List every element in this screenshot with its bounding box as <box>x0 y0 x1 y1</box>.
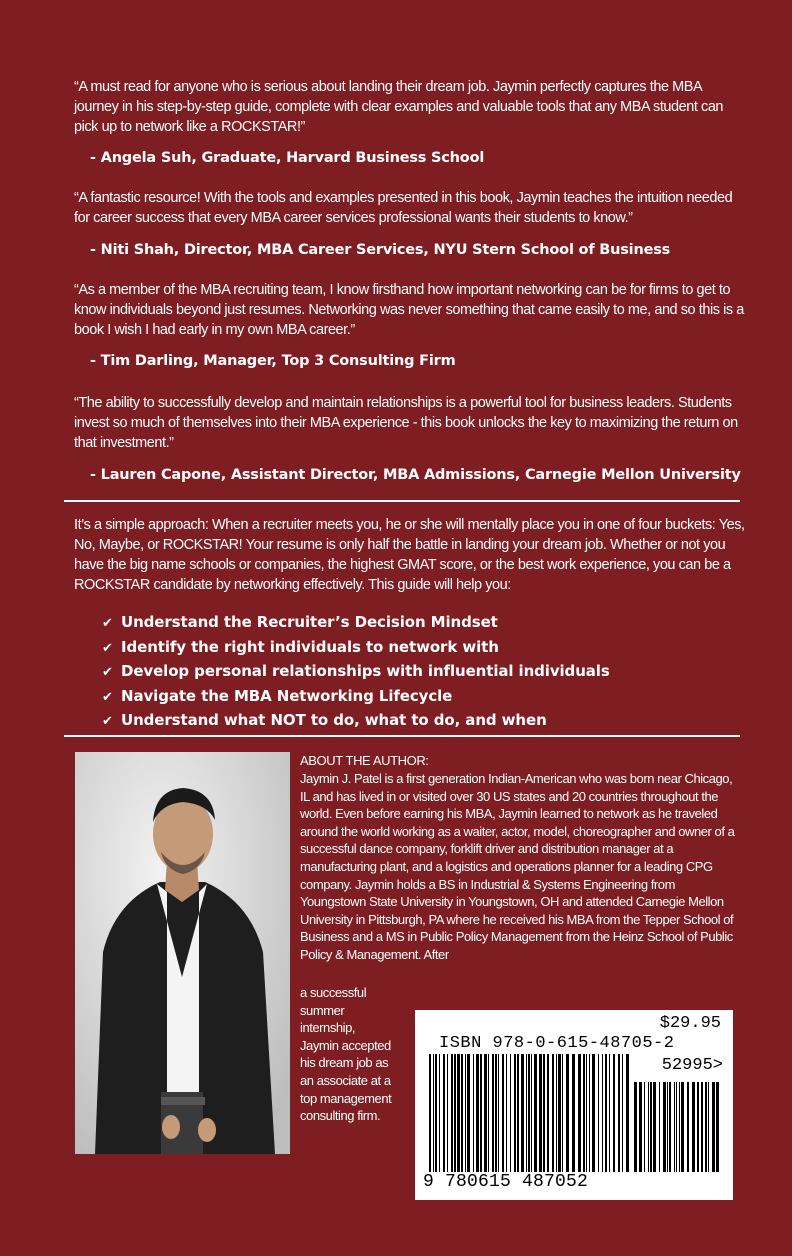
barcode-bar <box>701 1082 703 1172</box>
barcode-bar <box>583 1054 585 1172</box>
testimonial-quote: “A must read for anyone who is serious about landing their dream job. Jaymin perfectly captures the MBA journey in his step-by-step guide, complete with clear examples and valuable tools that any MBA student can pick up to network like a ROCKSTAR!” <box>74 79 724 135</box>
ean-barcode-icon <box>429 1054 629 1172</box>
barcode-bar <box>510 1054 511 1172</box>
barcode-bar <box>467 1054 470 1172</box>
barcode-bar <box>498 1054 499 1172</box>
barcode-bar <box>653 1082 656 1172</box>
barcode-bar <box>626 1054 629 1172</box>
price-label: $29.95 <box>659 1014 721 1033</box>
barcode-bar <box>439 1054 440 1172</box>
barcode-bar <box>484 1054 487 1172</box>
barcode-bar <box>650 1082 652 1172</box>
barcode-bar <box>705 1082 707 1172</box>
list-item: ✔ Understand the Recruiter’s Decision Mindset <box>102 611 610 636</box>
testimonial-attribution: - Tim Darling, Manager, Top 3 Consulting Firm <box>90 353 456 369</box>
barcode-bar <box>514 1054 516 1172</box>
barcode-bar <box>679 1082 680 1172</box>
barcode-bar <box>667 1082 668 1172</box>
list-item: ✔ Understand what NOT to do, what to do, and when <box>102 709 610 734</box>
author-photo <box>75 752 290 1154</box>
barcode-bar <box>531 1054 532 1172</box>
barcode-bar <box>602 1054 603 1172</box>
barcode-bar <box>473 1054 474 1172</box>
addon-code: 52995> <box>661 1056 723 1075</box>
barcode-bar <box>609 1054 610 1172</box>
barcode-bar <box>480 1054 482 1172</box>
barcode-bar <box>562 1054 563 1172</box>
benefits-list <box>102 611 610 734</box>
check-icon: ✔ <box>102 616 113 631</box>
author-bio: Jaymin J. Patel is a first generation Indian-American who was born near Chicago, IL and has lived in or visited over 30 US states and 20 countries throughout the world. Even before earning his MBA, Jaymin learned to network as he traveled around the world working as a waiter, actor, model, choreographer and owner of a successful dance company, forklift driver and distribution manager at a manufacturing plant, and a logistics and operations planner for a leading CPG company. Jaymin holds a BS in Industrial & Systems Engineering from Youngstown State University in Youngstown, OH and attended Carnegie Mellon University in Pittsburgh, PA where he received his MBA from the Tepper School of Business and a MS in Public Policy Management from the Heinz School of Public Policy & Management. After <box>300 771 735 962</box>
barcode-bar <box>592 1054 595 1172</box>
barcode-bar <box>676 1082 677 1172</box>
testimonial-quote: “As a member of the MBA recruiting team, I know firsthand how important networking can be for firms to get to know individuals beyond just resumes. Networking was never something that came easily to me, and so this is a book I wish I had early in my own MBA career.” <box>74 282 744 338</box>
author-portrait-illustration <box>75 752 290 1154</box>
barcode-bar <box>435 1054 437 1172</box>
barcode-bar <box>429 1054 431 1172</box>
author-heading: ABOUT THE AUTHOR: <box>300 753 429 768</box>
barcode-bar <box>517 1054 519 1172</box>
barcode-bar <box>663 1082 666 1172</box>
barcode-bar <box>433 1054 434 1172</box>
barcode-bar <box>644 1082 645 1172</box>
barcode-bar <box>716 1082 719 1172</box>
barcode-bar <box>534 1054 537 1172</box>
list-item: ✔ Navigate the MBA Networking Lifecycle <box>102 685 610 710</box>
barcode-bar <box>622 1054 623 1172</box>
barcode-bar <box>613 1054 615 1172</box>
barcode-bar <box>526 1054 527 1172</box>
barcode-bar <box>443 1054 445 1172</box>
barcode-bar <box>659 1082 660 1172</box>
barcode-bar <box>669 1082 671 1172</box>
check-icon: ✔ <box>102 640 113 656</box>
barcode-bar <box>476 1054 479 1172</box>
barcode-bar <box>639 1082 642 1172</box>
barcode-bar <box>634 1082 637 1172</box>
barcode-bar <box>558 1054 561 1172</box>
barcode-bar <box>589 1054 590 1172</box>
barcode-bar <box>521 1054 524 1172</box>
barcode-bar <box>506 1054 507 1172</box>
barcode-bar <box>566 1054 569 1172</box>
barcode-bar <box>687 1082 689 1172</box>
barcode-bar <box>586 1054 587 1172</box>
barcode-bar <box>618 1054 620 1172</box>
barcode-bar <box>598 1054 599 1172</box>
testimonial-attribution: - Angela Suh, Graduate, Harvard Business School <box>90 150 485 166</box>
barcode-bar <box>495 1054 497 1172</box>
barcode-bar <box>674 1082 675 1172</box>
barcode-bar <box>492 1054 494 1172</box>
author-bio-continued: a successful summer internship, Jaymin accepted his dream job as an associate at a top management consulting firm. <box>300 985 392 1124</box>
testimonial-attribution: - Lauren Capone, Assistant Director, MBA Admissions, Carnegie Mellon University <box>90 467 741 483</box>
check-icon: ✔ <box>102 665 113 680</box>
barcode-bar <box>502 1054 504 1172</box>
barcode-bar <box>697 1082 699 1172</box>
divider <box>64 500 740 502</box>
list-item: ✔ Identify the right individuals to network with <box>102 636 610 661</box>
barcode-block <box>415 1010 733 1200</box>
barcode-bar <box>572 1054 575 1172</box>
check-icon: ✔ <box>102 714 113 729</box>
barcode-bar <box>605 1054 607 1172</box>
barcode-bar <box>648 1082 649 1172</box>
ean-number: 9 780615 487052 <box>423 1172 589 1192</box>
addon-barcode-icon <box>634 1082 720 1172</box>
barcode-bar <box>451 1054 453 1172</box>
barcode-bar <box>488 1054 489 1172</box>
barcode-bar <box>556 1054 557 1172</box>
list-item: ✔ Develop personal relationships with influential individuals <box>102 660 610 685</box>
isbn-label: ISBN 978-0-615-48705-2 <box>439 1034 675 1053</box>
barcode-bar <box>547 1054 549 1172</box>
intro-paragraph: It’s a simple approach: When a recruiter meets you, he or she will mentally place you in one of four buckets: Yes, No, Maybe, or ROCKSTAR! Your resume is only half the battle in landing your dream job. Whether or not you have the big name schools or companies, the highest GMAT score, or the best work experience, you can be a ROCKSTAR candidate by networking effectively. This guide will help you: <box>74 517 745 593</box>
barcode-bar <box>708 1082 709 1172</box>
barcode-bar <box>457 1054 460 1172</box>
barcode-bar <box>528 1054 530 1172</box>
barcode-bar <box>465 1054 466 1172</box>
divider <box>64 735 740 737</box>
barcode-bar <box>712 1082 715 1172</box>
barcode-bar <box>681 1082 684 1172</box>
barcode-bar <box>539 1054 542 1172</box>
barcode-bar <box>447 1054 448 1172</box>
testimonial-quote: “A fantastic resource! With the tools and examples presented in this book, Jaymin teaches the intuition needed for career success that every MBA career services professional wants their students to know.” <box>74 190 733 226</box>
barcode-bar <box>578 1054 581 1172</box>
barcode-bar <box>461 1054 463 1172</box>
barcode-bar <box>543 1054 545 1172</box>
testimonial-quote: “The ability to successfully develop and maintain relationships is a powerful tool for business leaders. Students invest so much of themselves into their MBA experience - this book unlocks the key to maximizing the return on that investment.” <box>74 395 738 451</box>
testimonial-attribution: - Niti Shah, Director, MBA Career Services, NYU Stern School of Business <box>90 242 671 258</box>
barcode-bar <box>552 1054 554 1172</box>
barcode-bar <box>692 1082 695 1172</box>
barcode-bar <box>454 1054 456 1172</box>
check-icon: ✔ <box>102 689 113 705</box>
